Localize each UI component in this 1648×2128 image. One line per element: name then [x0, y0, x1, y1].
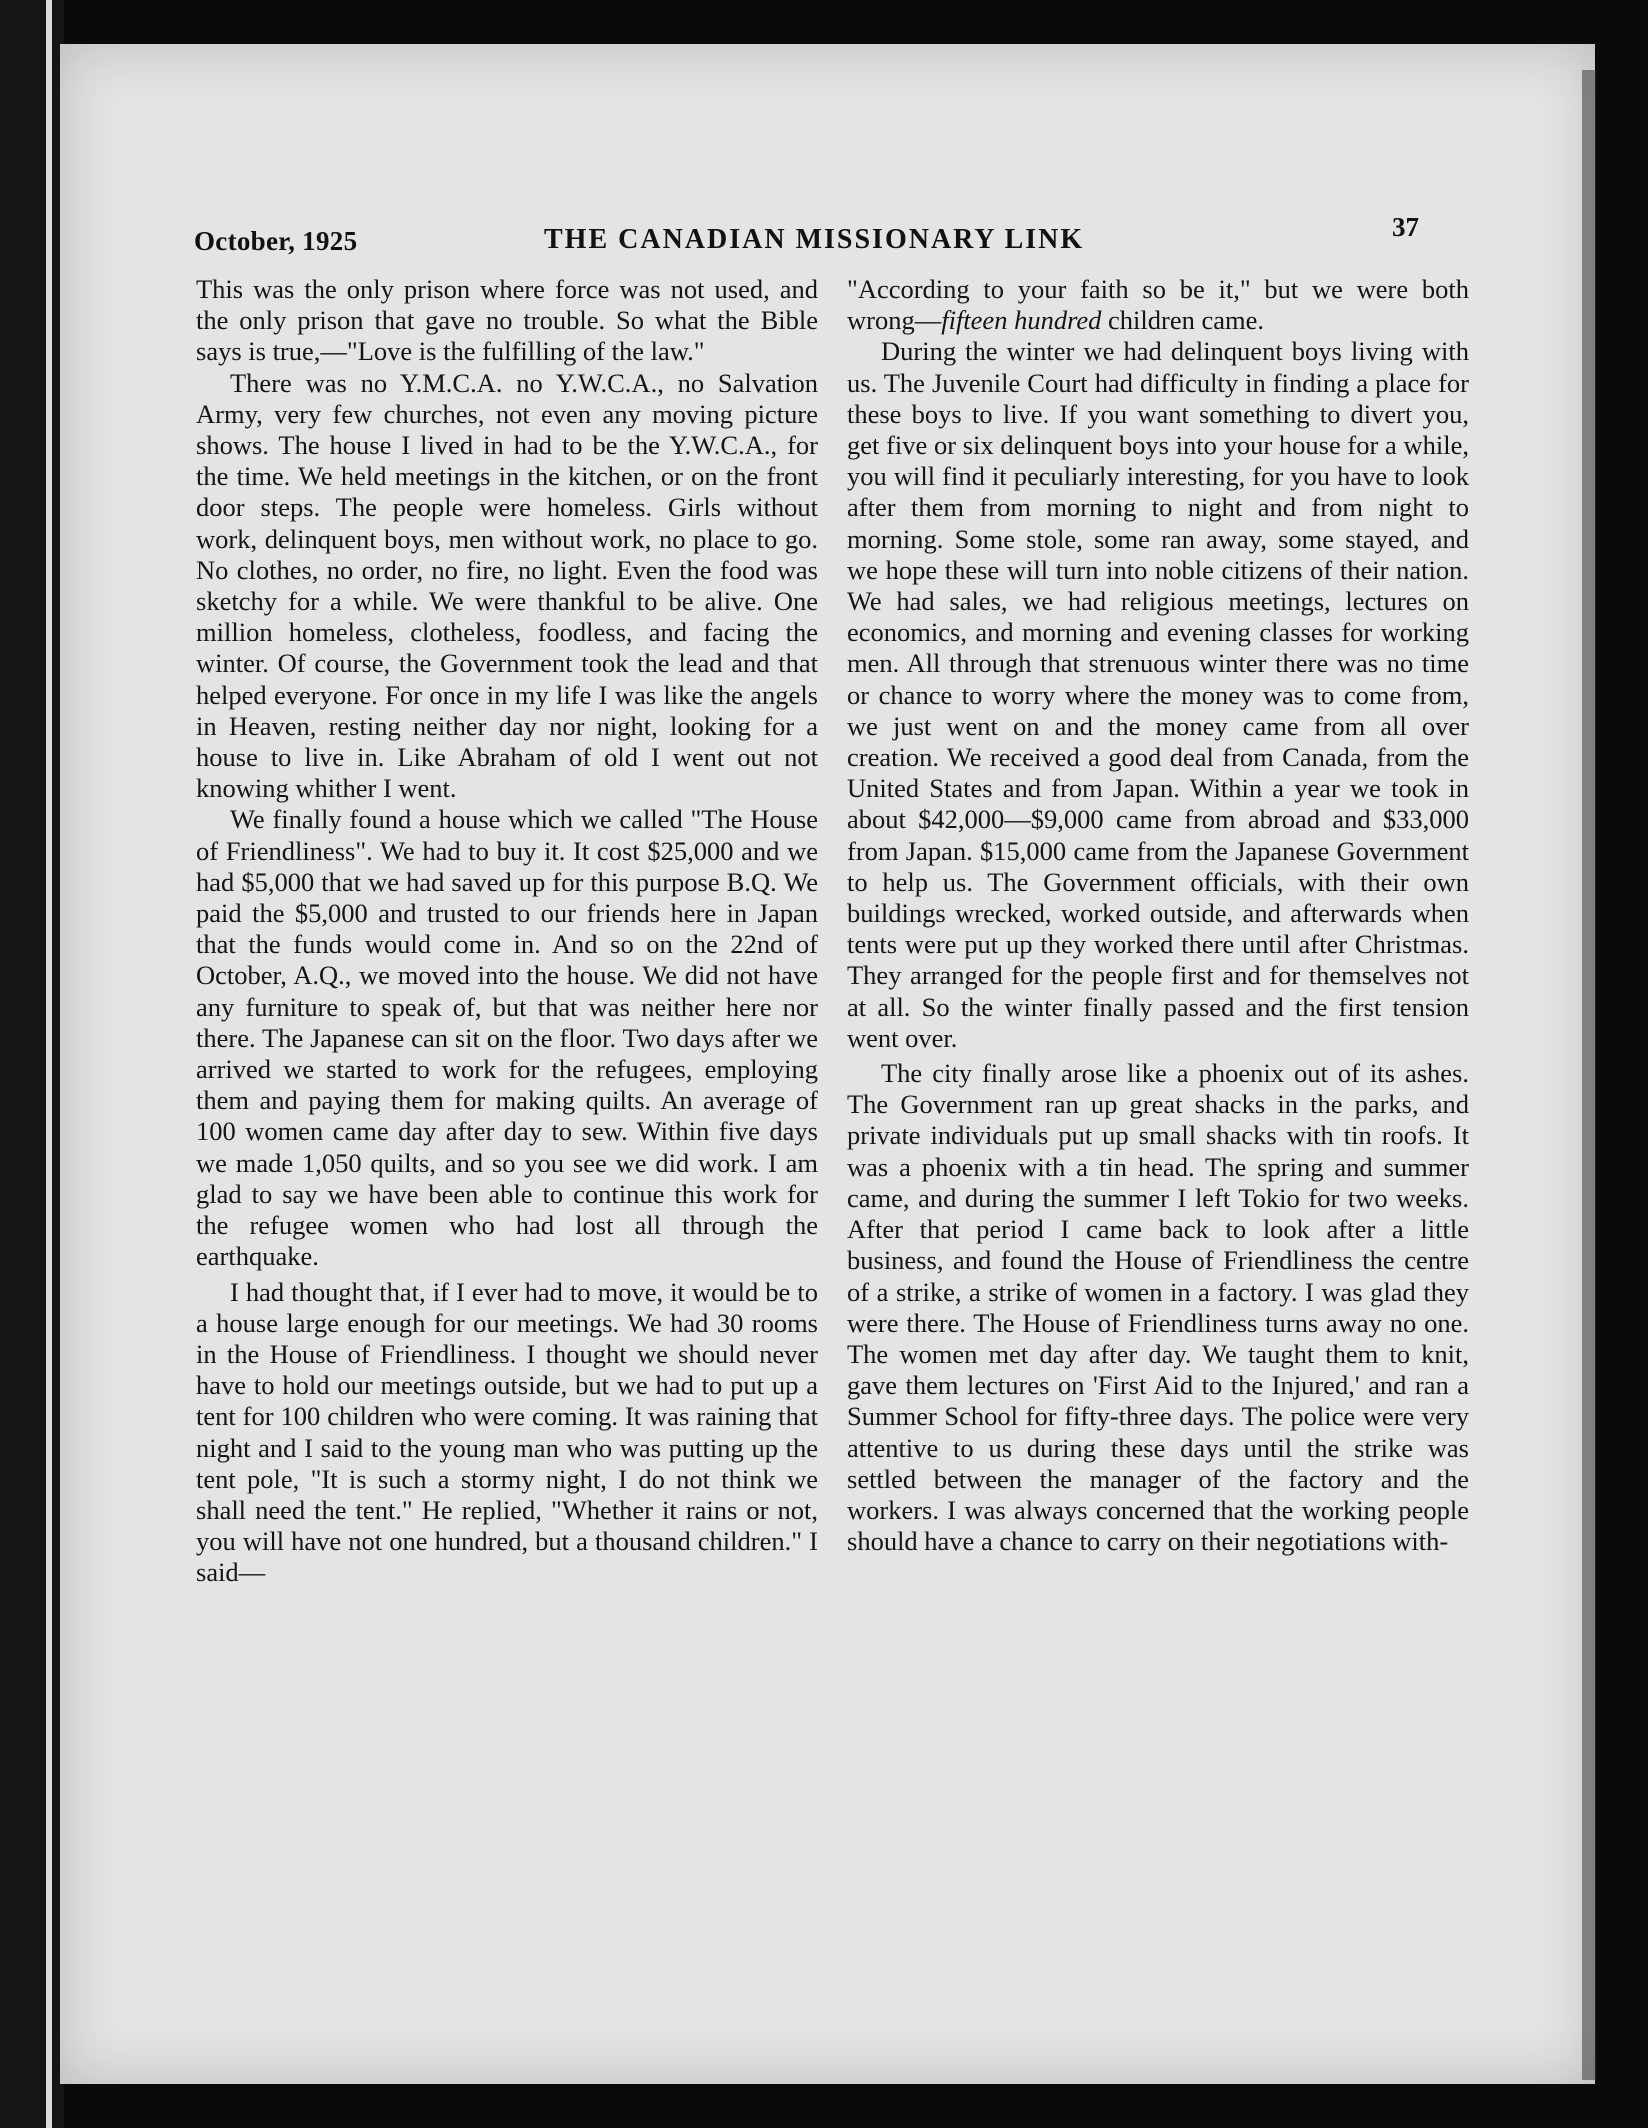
- paragraph: There was no Y.M.C.A. no Y.W.C.A., no Salvation Army, very few churches, not even any moving picture shows. The house I lived in had to be the Y.W.C.A., for the time. We held meetings in the kitchen, or on the front door steps. The people were homeless. Girls without work, delinquent boys, men without work, no place to go. No clothes, no order, no fire, no light. Even the food was sketchy for a while. We were thankful to be alive. One million homeless, clotheless, foodless, and facing the winter. Of course, the Government took the lead and that helped everyone. For once in my life I was like the angels in Heaven, resting neither day nor night, looking for a house to live in. Like Abraham of old I went out not knowing whither I went.: [196, 367, 818, 804]
- paragraph: We finally found a house which we called "The House of Friendliness". We had to buy it. It cost $25,000 and we had $5,000 that we had saved up for this purpose B.Q. We paid the $5,000 and trusted to our friends here in Japan that the funds would come in. And so on the 22nd of October, A.Q., we moved into the house. We did not have any furniture to speak of, but that was neither here nor there. The Japanese can sit on the floor. Two days after we arrived we started to work for the refugees, employing them and paying them for making quilts. An average of 100 women came day after day to sew. Within five days we made 1,050 quilts, and so you see we did work. I am glad to say we have been able to continue this work for the refugee women who had lost all through the earthquake.: [196, 804, 818, 1272]
- right-text-column: [847, 274, 1469, 1954]
- publication-title: THE CANADIAN MISSIONARY LINK: [544, 224, 1085, 255]
- paragraph: [847, 274, 1469, 336]
- page-gutter: [0, 0, 64, 2128]
- page-number: 37: [1392, 212, 1419, 242]
- paragraph: During the winter we had delinquent boys living with us. The Juvenile Court had difficulty in finding a place for these boys to live. If you want something to divert you, get five or six delinquent boys into your house for a while, you will find it peculiarly interesting, for you have to look after them from morning to night and from night to morning. Some stole, some ran away, some stayed, and we hope these will turn into noble citizens of their nation. We had sales, we had religious meetings, lectures on economics, and morning and evening classes for working men. All through that strenuous winter there was no time or chance to worry where the money was to come from, we just went on and the money came from all over creation. We received a good deal from Canada, from the United States and from Japan. Within a year we took in about $42,000—$9,000 came from abroad and $33,000 from Japan. $15,000 came from the Japanese Government to help us. The Government officials, with their own buildings wrecked, worked outside, and afterwards when tents were put up they worked there until after Christmas. They arranged for the people first and for themselves not at all. So the winter finally passed and the first tension went over.: [847, 336, 1469, 1053]
- running-header: [194, 212, 1419, 258]
- emphasis-text: fifteen hundred: [941, 305, 1102, 336]
- paragraph-text: children came.: [1101, 305, 1265, 336]
- binding-edge: [46, 0, 52, 2128]
- issue-date: October, 1925: [194, 226, 358, 256]
- paragraph: The city finally arose like a phoenix out of its ashes. The Government ran up great shacks in the parks, and private individuals put up small shacks with tin roofs. It was a phoenix with a tin head. The spring and summer came, and during the summer I left Tokio for two weeks. After that period I came back to look after a little business, and found the House of Friendliness the centre of a strike, a strike of women in a factory. I was glad they were there. The House of Friendliness turns away no one. The women met day after day. We taught them to knit, gave them lectures on 'First Aid to the Injured,' and ran a Summer School for fifty-three days. The police were very attentive to us during these days until the strike was settled between the manager of the factory and the workers. I was always concerned that the working people should have a chance to carry on their negotiations with-: [847, 1058, 1469, 1557]
- paragraph: This was the only prison where force was not used, and the only prison that gave no trouble. So what the Bible says is true,—"Love is the fulfilling of the law.": [196, 274, 818, 367]
- paragraph: I had thought that, if I ever had to move, it would be to a house large enough for our meetings. We had 30 rooms in the House of Friendliness. I thought we should never have to hold our meetings outside, but we had to put up a tent for 100 children who were coming. It was raining that night and I said to the young man who was putting up the tent pole, "It is such a stormy night, I do not think we shall need the tent." He replied, "Whether it rains or not, you will have not one hundred, but a thousand children." I said—: [196, 1276, 818, 1588]
- left-text-column: [196, 274, 818, 1954]
- paragraph-text: "According to your faith so be it," but we were both wrong—: [847, 274, 1469, 336]
- page-edge-shadow: [1582, 70, 1596, 2080]
